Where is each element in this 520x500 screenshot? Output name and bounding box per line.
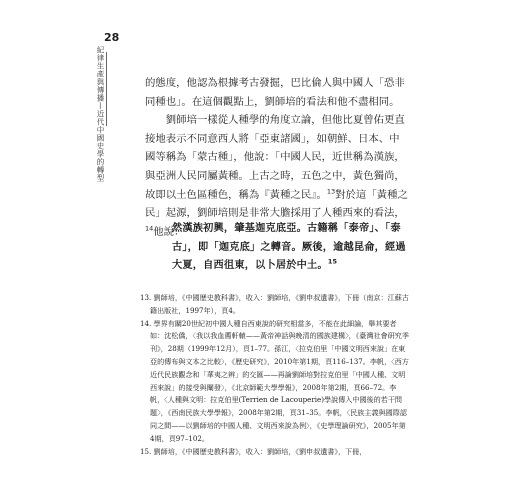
footnote-ref[interactable]: 15 — [327, 257, 338, 266]
header-rule — [106, 52, 107, 126]
paragraph-text: 劉師培一樣從人種學的角度立論，但他比夏曾佑更直接地表示不同意西人將「亞東諸國」，如朝鮮、日本、中國等稱為「蒙古種」，他說：「中國人民，近世稱為漢族，與亞洲人民同屬黃種。上古之時，五色之中，黃色獨尚，故即以土色區種色，稱為『黃種之民』。 — [145, 114, 405, 201]
paragraph: 的態度，他認為根據考古發掘，巴比倫人與中國人「恐非同種也」。在這個觀點上，劉師培的看法和他不盡相同。 — [145, 77, 405, 108]
footnote: 15. 劉師培，《中國歷史教科書》，收入：劉師培，《劉申叔遺書》，下冊， — [140, 446, 367, 456]
quote-body: 然漢族初興，肇基迦克底亞。古籍稱「泰帝」、「泰古」，即「迦克底」之轉音。厥後，逾越昆侖，經過大夏，自西徂東，以卜居於中土。 — [172, 222, 406, 272]
running-head-subtitle: 近代中國史學的轉型 — [96, 110, 105, 182]
page-number: 28 — [104, 31, 120, 44]
paragraph-text: 他說： — [153, 225, 185, 238]
footnote-ref[interactable]: 14 — [145, 224, 154, 233]
running-head-title: 紀律生產與傳播 — [96, 46, 105, 102]
footnotes — [140, 292, 410, 458]
paragraph-text: 對於這「黃種之民」起源，劉師培則是非常大膽採用了人種西來的看法， — [145, 188, 408, 220]
quote-text — [172, 219, 408, 275]
body-text — [145, 74, 409, 241]
footnote: 13. 劉師培，《中國歷史教科書》，收入：劉師培，《劉申叔遺書》，下冊（南京：江蘇古籍出版社，1997年），頁4。 — [140, 293, 409, 315]
footnote-ref[interactable]: 13 — [326, 187, 336, 196]
block-quote — [172, 219, 408, 275]
running-head: 紀律生產與傳播—近代中國史學的轉型 — [96, 46, 105, 182]
footnote: 14. 學界有關20世紀初中國人種自西東說的研究相當多，不能在此細論，舉其要者如：沈松僑，〈我以我血薦軒轅——黃帝神話與晚清的國族建構〉，《臺灣社會研究季刊》，28期（1999年12月），頁1–77。孫江，〈拉克伯里「中國文明西來說」在東亞的傳布與文本之比較〉，《歷史研究》，2010年第1期，頁116–137。李帆，〈西方近代民族觀念和「華夷之辨」的交匯——再論劉師培對拉克伯里「中國人種、文明西來說」的接受與闡發〉，《北京師範大學學報》，2008年第2期，頁66–72。李帆，〈人種與文明：拉克伯里(Terrien de Lacouperie)學說傳入中國後的若干問題〉，《西南民族大學學報》，2008年第2期，頁31–35。李帆，〈民族主義與國際認同之間——以劉師培的中國人種、文明西來說為例〉，《史學理論研究》，2005年第4期，頁97–102。 — [140, 318, 409, 443]
